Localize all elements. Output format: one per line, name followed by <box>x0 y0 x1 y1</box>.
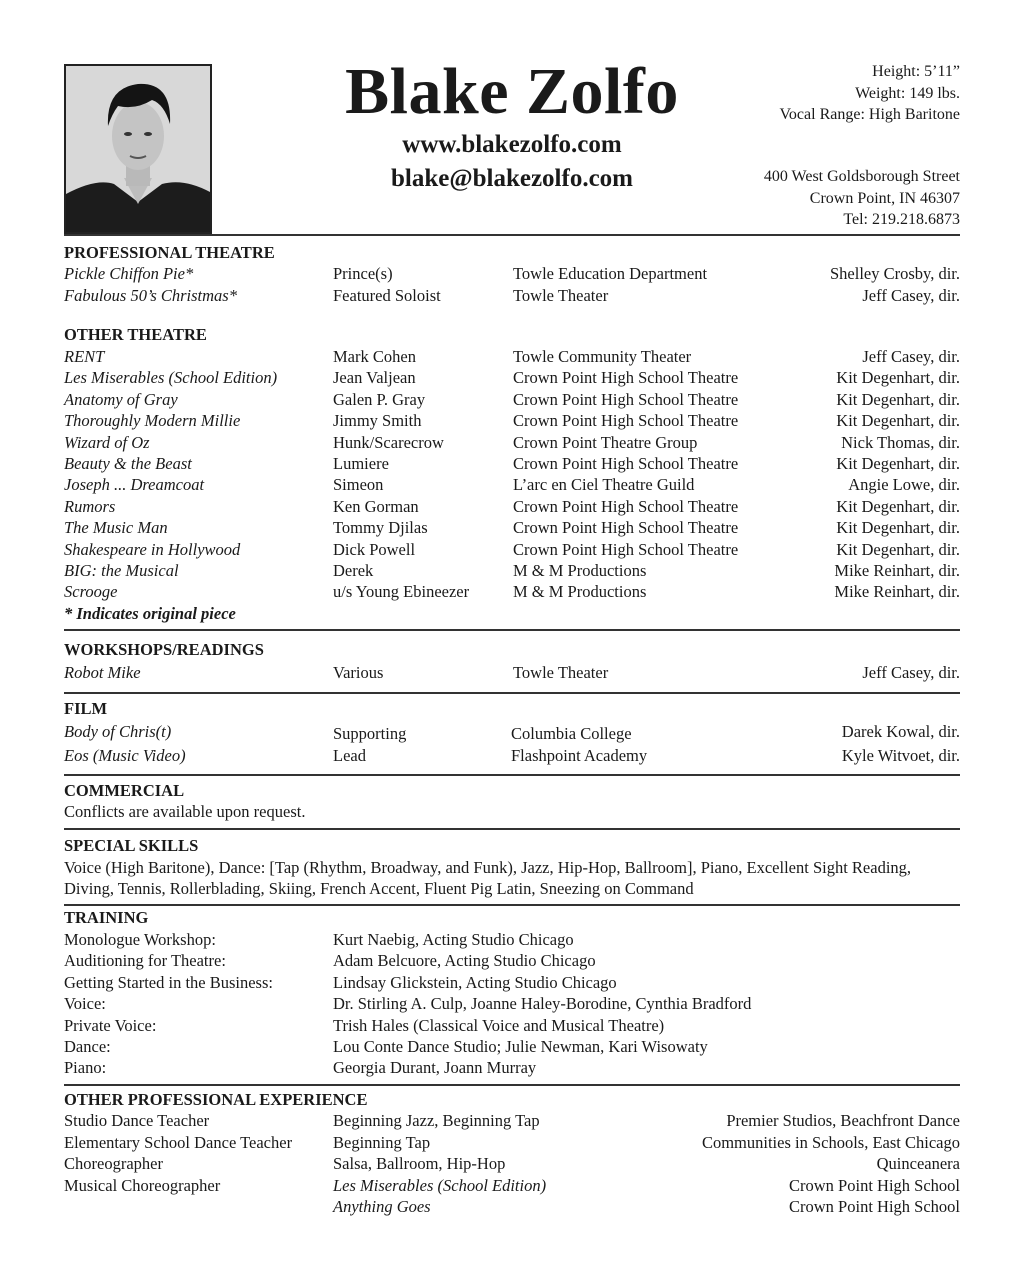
show-title: Anatomy of Gray <box>64 389 178 409</box>
height-stat: Height: 5’11” <box>872 63 960 80</box>
role: Jimmy Smith <box>333 411 422 431</box>
director: Kit Degenhart, dir. <box>836 454 960 473</box>
show-title: Rumors <box>64 496 116 516</box>
training-subject: Auditioning for Theatre: <box>64 951 226 971</box>
commercial-text: Conflicts are available upon request. <box>64 802 306 821</box>
training-subject: Voice: <box>64 994 106 1014</box>
venue: Crown Point High School Theatre <box>513 518 739 538</box>
director: Kit Degenhart, dir. <box>836 518 960 538</box>
section-divider <box>64 692 960 694</box>
training-instructor: Dr. Stirling A. Culp, Joanne Haley-Borodine, Cynthia Bradford <box>333 994 752 1014</box>
special-skills-text: Voice (High Baritone), Dance: [Tap (Rhythm, Broadway, and Funk), Jazz, Hip-Hop, Ballroom], Piano, Excellent Sight Reading, Diving, Tennis, Rollerblading, Skiing, French Accent, Fluent Pig Latin, Sneezing on Command <box>64 857 912 898</box>
director: Mike Reinhart, dir. <box>834 561 960 580</box>
training-row <box>64 993 960 1014</box>
credit-row <box>64 453 960 474</box>
director: Darek Kowal, dir. <box>841 722 960 741</box>
other-theatre-heading: OTHER THEATRE <box>64 325 207 344</box>
training-subject: Getting Started in the Business: <box>64 972 273 992</box>
role: Ken Gorman <box>333 496 419 516</box>
credit-row <box>64 560 960 581</box>
venue: Crown Point High School Theatre <box>513 539 739 559</box>
credit-row <box>64 517 960 538</box>
director: Mike Reinhart, dir. <box>834 582 960 602</box>
show-title: Pickle Chiffon Pie* <box>64 264 194 283</box>
director: Kit Degenhart, dir. <box>836 389 960 409</box>
training-subject: Private Voice: <box>64 1015 157 1035</box>
director: Shelley Crosby, dir. <box>829 264 960 283</box>
venue: Crown Point High School Theatre <box>513 411 739 431</box>
credit-row <box>64 539 960 560</box>
show-title: Joseph ... Dreamcoat <box>64 475 205 495</box>
venue: Towle Theater <box>513 663 609 682</box>
director: Kit Degenhart, dir. <box>836 411 960 431</box>
credit-row <box>64 662 960 683</box>
venue: L’arc en Ciel Theatre Guild <box>513 475 695 495</box>
job-focus: Beginning Tap <box>333 1132 431 1152</box>
email-link[interactable]: blake@blakezolfo.com <box>391 165 633 192</box>
venue: Crown Point High School Theatre <box>513 368 739 388</box>
credit-row <box>64 410 960 431</box>
credit-row <box>64 721 960 742</box>
venue: Crown Point High School Theatre <box>513 454 739 473</box>
employer: Premier Studios, Beachfront Dance <box>726 1111 960 1130</box>
credit-row <box>64 581 960 602</box>
training-instructor: Georgia Durant, Joann Murray <box>333 1058 537 1078</box>
training-instructor: Trish Hales (Classical Voice and Musical Theatre) <box>333 1015 665 1035</box>
credit-row <box>64 285 960 306</box>
job-focus: Anything Goes <box>333 1197 431 1216</box>
venue: Crown Point Theatre Group <box>513 432 698 452</box>
role: Featured Soloist <box>333 285 441 305</box>
show-title: Wizard of Oz <box>64 432 150 452</box>
director: Nick Thomas, dir. <box>841 432 960 452</box>
training-instructor: Lindsay Glickstein, Acting Studio Chicago <box>333 972 617 992</box>
section-divider <box>64 234 960 236</box>
training-row <box>64 1015 960 1036</box>
venue: Towle Education Department <box>513 264 708 283</box>
training-instructor: Kurt Naebig, Acting Studio Chicago <box>333 930 574 949</box>
venue: Crown Point High School Theatre <box>513 389 739 409</box>
director: Angie Lowe, dir. <box>848 475 960 495</box>
job-title: Elementary School Dance Teacher <box>64 1132 293 1152</box>
job-title: Studio Dance Teacher <box>64 1111 210 1130</box>
experience-row <box>64 1196 960 1217</box>
commercial-heading: COMMERCIAL <box>64 781 185 800</box>
training-row <box>64 1057 960 1078</box>
show-title: Shakespeare in Hollywood <box>64 539 241 559</box>
section-divider <box>64 904 960 906</box>
job-title: Choreographer <box>64 1154 163 1173</box>
section-divider <box>64 828 960 830</box>
venue: Towle Community Theater <box>513 347 692 366</box>
venue: Crown Point High School Theatre <box>513 496 739 516</box>
job-focus: Beginning Jazz, Beginning Tap <box>333 1111 540 1130</box>
show-title: BIG: the Musical <box>64 561 179 580</box>
employer: Quinceanera <box>876 1154 960 1173</box>
role: Simeon <box>333 475 384 495</box>
role: Lumiere <box>333 454 389 473</box>
director: Kit Degenhart, dir. <box>836 539 960 559</box>
training-instructor: Lou Conte Dance Studio; Julie Newman, Kari Wisowaty <box>333 1037 708 1056</box>
job-title: Musical Choreographer <box>64 1175 221 1195</box>
experience-row <box>64 1153 960 1174</box>
job-focus: Salsa, Ballroom, Hip-Hop <box>333 1154 506 1173</box>
role: Tommy Djilas <box>333 518 428 538</box>
vocal-range-stat: Vocal Range: High Baritone <box>779 106 960 123</box>
show-title: The Music Man <box>64 518 168 538</box>
section-divider <box>64 629 960 631</box>
weight-stat: Weight: 149 lbs. <box>855 84 960 102</box>
role: Hunk/Scarecrow <box>333 432 444 452</box>
show-title: RENT <box>64 347 105 366</box>
experience-row <box>64 1110 960 1131</box>
venue: M & M Productions <box>513 561 647 580</box>
director: Jeff Casey, dir. <box>862 285 960 305</box>
headshot-image <box>66 66 210 232</box>
venue: Towle Theater <box>513 285 609 305</box>
website-link[interactable]: www.blakezolfo.com <box>402 131 622 158</box>
show-title: Robot Mike <box>64 663 141 682</box>
director: Kit Degenhart, dir. <box>836 368 960 388</box>
credit-row <box>64 389 960 410</box>
role: Various <box>333 663 384 682</box>
role: Derek <box>333 561 374 580</box>
credit-row <box>64 346 960 367</box>
contact-address <box>764 166 960 231</box>
film-title: Body of Chris(t) <box>64 722 172 741</box>
film-heading: FILM <box>64 699 108 718</box>
role: Supporting <box>333 724 407 743</box>
show-title: Scrooge <box>64 582 118 602</box>
role: Prince(s) <box>333 264 393 283</box>
city-state-zip: Crown Point, IN 46307 <box>809 189 960 207</box>
training-row <box>64 929 960 950</box>
director: Kyle Witvoet, dir. <box>841 746 960 765</box>
training-row <box>64 972 960 993</box>
headshot-photo <box>64 64 212 234</box>
role: Mark Cohen <box>333 347 416 366</box>
employer: Communities in Schools, East Chicago <box>701 1132 960 1152</box>
director: Kit Degenhart, dir. <box>836 496 960 516</box>
credit-row <box>64 474 960 495</box>
training-heading: TRAINING <box>64 908 149 927</box>
show-title: Beauty & the Beast <box>64 454 192 473</box>
show-title: Les Miserables (School Edition) <box>64 368 278 388</box>
film-title: Eos (Music Video) <box>64 746 186 765</box>
physical-stats <box>779 61 960 126</box>
training-row <box>64 950 960 971</box>
training-instructor: Adam Belcuore, Acting Studio Chicago <box>333 951 596 971</box>
venue: Flashpoint Academy <box>511 746 648 765</box>
credit-row <box>64 745 960 766</box>
workshops-heading: WORKSHOPS/READINGS <box>64 640 264 659</box>
candidate-name: Blake Zolfo <box>345 55 679 128</box>
credit-row <box>64 263 960 284</box>
director: Jeff Casey, dir. <box>862 347 960 366</box>
show-title: Fabulous 50’s Christmas* <box>64 285 237 305</box>
experience-row <box>64 1175 960 1196</box>
director: Jeff Casey, dir. <box>862 663 960 682</box>
venue: Columbia College <box>511 724 632 743</box>
job-focus: Les Miserables (School Edition) <box>333 1175 547 1195</box>
street-address: 400 West Goldsborough Street <box>763 168 960 185</box>
venue: M & M Productions <box>513 582 647 602</box>
experience-row <box>64 1132 960 1153</box>
employer: Crown Point High School <box>789 1197 960 1216</box>
credit-row <box>64 496 960 517</box>
training-subject: Monologue Workshop: <box>64 930 216 949</box>
role: Dick Powell <box>333 539 416 559</box>
section-divider <box>64 1084 960 1086</box>
section-divider <box>64 774 960 776</box>
other-experience-heading: OTHER PROFESSIONAL EXPERIENCE <box>64 1090 368 1109</box>
professional-theatre-heading: PROFESSIONAL THEATRE <box>64 243 275 262</box>
role: Galen P. Gray <box>333 389 426 409</box>
original-piece-note: * Indicates original piece <box>64 604 236 623</box>
training-subject: Dance: <box>64 1037 111 1056</box>
phone-number: Tel: 219.218.6873 <box>843 211 960 228</box>
employer: Crown Point High School <box>789 1175 960 1195</box>
role: Lead <box>333 746 366 765</box>
credit-row <box>64 367 960 388</box>
training-row <box>64 1036 960 1057</box>
training-subject: Piano: <box>64 1058 107 1078</box>
role: u/s Young Ebineezer <box>333 582 470 602</box>
credit-row <box>64 432 960 453</box>
special-skills-heading: SPECIAL SKILLS <box>64 836 199 855</box>
role: Jean Valjean <box>333 368 416 388</box>
show-title: Thoroughly Modern Millie <box>64 411 241 431</box>
